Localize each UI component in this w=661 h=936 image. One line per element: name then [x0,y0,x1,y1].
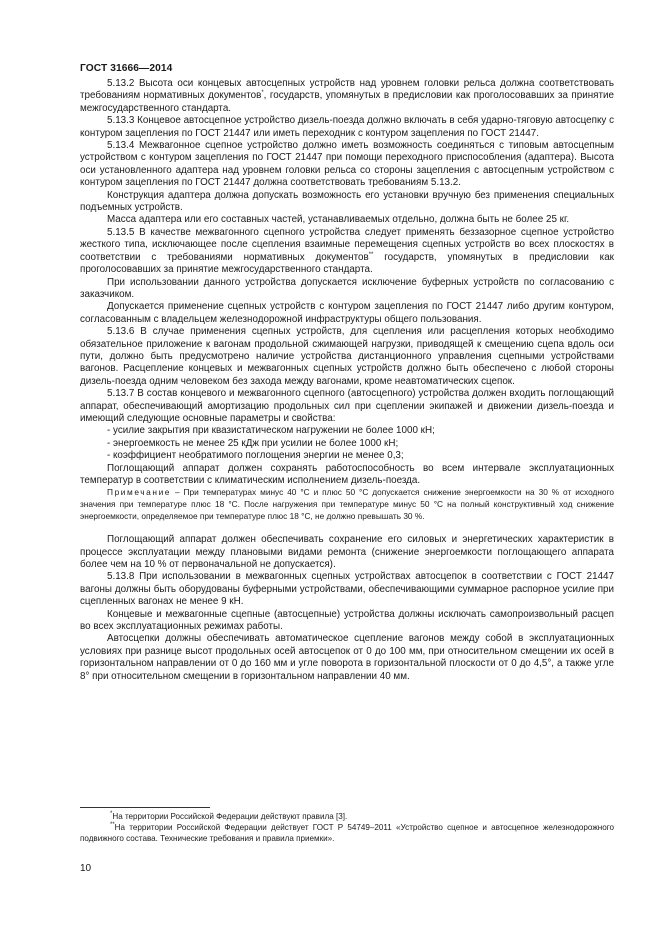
footnote: *На территории Российской Федерации действуют правила [3]. [110,811,348,821]
paragraph: Масса адаптера или его составных частей, устанавливаемых отдельно, должна быть не более 25 кг. [107,214,570,226]
paragraph: 5.13.3 Концевое автосцепное устройство дизель-поезда должно включать в себя ударно-тяговую автосцепку с контуром зацепления по ГОСТ 21447 или иметь переходник с контуром зацепления по ГОСТ 21447. [80,115,614,139]
note-text: – При температурах минус 40 °С и плюс 50 °С допускается снижение энергоемкости на 30 % от исходного значения при температуре плюс 18 °С. После нагружения при температуре минус 50 °С на полный конструктивный ход снижение энергоемкости, определяемое при температуре плюс 18 °С, не должно превышать 30 %. [80,487,614,521]
footnote-separator [80,807,210,808]
paragraph: Поглощающий аппарат должен обеспечивать сохранение его силовых и энергетических характеристик в процессе эксплуатации между плановыми видами ремонта (снижение энергоемкости поглощающего аппарата более чем на 10 % от первоначальной не допускается). [80,534,614,570]
paragraph: 5.13.6 В случае применения сцепных устройств, для сцепления или расцепления которых необходимо обязательное приложение к вагонам продольной сжимающей нагрузки, приводящей к смещению сцепа вдоль оси пути, должно быть предусмотрено наличие устройства дистанционного управления сцепными устройствами вагонов. Расцепление концевых и межвагонных сцепных устройств должно быть обеспечено с любой стороны дизель-поезда одним человеком без захода между вагонами, кроме неавтоматических сцепок. [80,326,614,387]
paragraph: При использовании данного устройства допускается исключение буферных устройств по согласованию с заказчиком. [80,276,614,300]
paragraph: 5.13.2 Высота оси концевых автосцепных устройств над уровнем головки рельса должна соответствовать требованиям нормативных документов*, государств, упомянутых в предисловии как проголосовавших за принятие межгосударственного стандарта. [80,78,614,114]
note [80,487,614,522]
paragraph: 5.13.7 В состав концевого и межвагонного сцепного (автосцепного) устройства должен входить поглощающий аппарат, обеспечивающий амортизацию продольных сил при сцеплении экипажей и движении дизель-поезда и имеющий следующие основные параметры и свойства: [80,388,614,424]
list-item: - усилие закрытия при квазистатическом нагружении не более 1000 кН; [107,425,435,437]
list-item: - энергоемкость не менее 25 кДж при усилии не более 1000 кН; [107,437,399,449]
page-number: 10 [80,863,92,874]
paragraph: Конструкция адаптера должна допускать возможность его установки вручную без применения специальных подъемных устройств. [80,189,614,214]
paragraph: 5.13.4 Межвагонное сцепное устройство должно иметь возможность соединяться с типовым автосцепным устройством с контуром зацепления по ГОСТ 21447 при помощи переходного приспособления (адаптера). Высота оси установленного адаптера над уровнем головки рельса со стороны зацепления с автосцепным устройством с контуром зацепления по ГОСТ 21447 должна соответствовать требованиям 5.13.2. [80,140,614,189]
list-item: - коэффициент необратимого поглощения энергии не менее 0,3; [107,450,404,462]
paragraph: Автосцепки должны обеспечивать автоматическое сцепление вагонов между собой в эксплуатационных условиях при разнице высот продольных осей автосцепок от 0 до 100 мм, при относительном смещении их осей в горизонтальном направлении от 0 до 160 мм и угле поворота в горизонтальной плоскости от 0 до 4,5°, а также угле 8° при относительном смещении в горизонтальном направлении 40 мм. [80,633,614,682]
paragraph: Допускается применение сцепных устройств с контуром зацепления по ГОСТ 21447 либо другим контуром, согласованным с владельцем железнодорожной инфраструктуры общего пользования. [80,301,614,325]
paragraph: 5.13.5 В качестве межвагонного сцепного устройства следует применять беззазорное сцепное устройство жесткого типа, исключающее после сцепления взаимные перемещения сцепных устройств во всех плоскостях в соответствии с требованиями нормативных документов** государств, упомянутых в предисловии как проголосовавших за принятие межгосударственного стандарта. [80,226,614,276]
footnote: **На территории Российской Федерации действует ГОСТ Р 54749–2011 «Устройство сцепное и автосцепное железнодорожного подвижного состава. Технические требования и правила приемки». [80,822,614,843]
paragraph: 5.13.8 При использовании в межвагонных сцепных устройствах автосцепок в соответствии с ГОСТ 21447 вагоны должны быть оборудованы буферными устройствами, обеспечивающими суммарное распорное усилие при сцепленных вагонах не менее 9 кН. [80,571,614,608]
note-label: Примечание [107,487,172,498]
paragraph: Концевые и межвагонные сцепные (автосцепные) устройства должны исключать самопроизвольный расцеп во всех эксплуатационных режимах работы. [80,608,614,633]
paragraph: Поглощающий аппарат должен сохранять работоспособность во всем интервале эксплуатационных температур в соответствии с климатическим исполнением дизель-поезда. [80,462,614,486]
standard-header: ГОСТ 31666—2014 [80,63,173,74]
document-body [80,78,614,683]
